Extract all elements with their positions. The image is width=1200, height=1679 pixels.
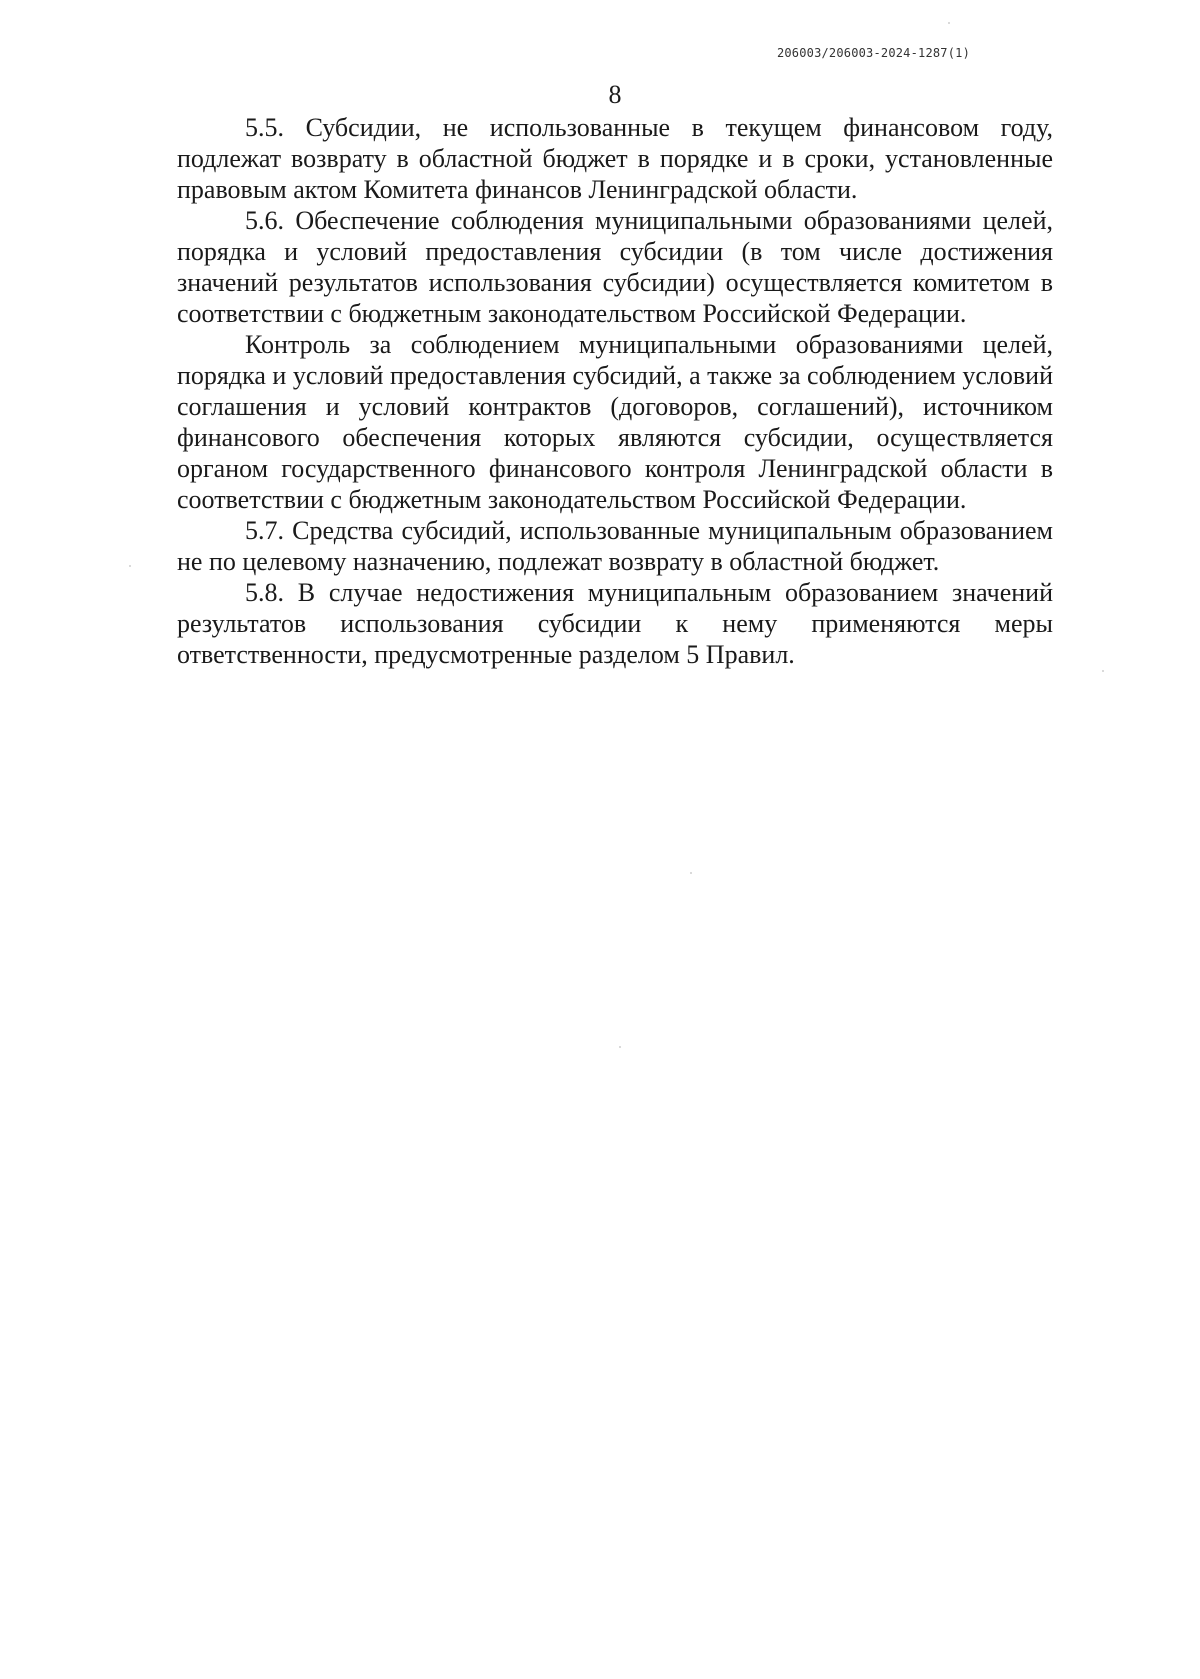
scan-speck bbox=[1102, 670, 1104, 672]
scan-speck bbox=[690, 872, 692, 874]
page-number: 8 bbox=[608, 80, 622, 109]
paragraph-5-8: 5.8. В случае недостижения муниципальным образованием значений результатов использования субсидии к нему применяются меры ответственности, предусмотренные разделом 5 Правил. bbox=[177, 578, 1053, 669]
paragraph-5-7: 5.7. Средства субсидий, использованные муниципальным образованием не по целевому назначению, подлежат возврату в областной бюджет. bbox=[177, 516, 1053, 576]
scan-speck bbox=[619, 1046, 621, 1048]
scan-speck bbox=[129, 565, 131, 567]
document-body bbox=[177, 112, 1053, 670]
paragraph-5-5: 5.5. Субсидии, не использованные в текущем финансовом году, подлежат возврату в областной бюджет в порядке и в сроки, установленные правовым актом Комитета финансов Ленинградской области. bbox=[177, 113, 1053, 204]
paragraph-5-6: 5.6. Обеспечение соблюдения муниципальными образованиями целей, порядка и условий предоставления субсидии (в том числе достижения значений результатов использования субсидии) осуществляется комитетом в соответствии с бюджетным законодательством Российской Федерации. bbox=[177, 206, 1053, 328]
paragraph-control: Контроль за соблюдением муниципальными образованиями целей, порядка и условий предоставления субсидий, а также за соблюдением условий соглашения и условий контрактов (договоров, соглашений), источником финансового обеспечения которых являются субсидии, осуществляется органом государственного финансового контроля Ленинградской области в соответствии с бюджетным законодательством Российской Федерации. bbox=[177, 330, 1053, 514]
document-id: 206003/206003-2024-1287(1) bbox=[776, 46, 970, 60]
scan-speck bbox=[948, 22, 950, 24]
